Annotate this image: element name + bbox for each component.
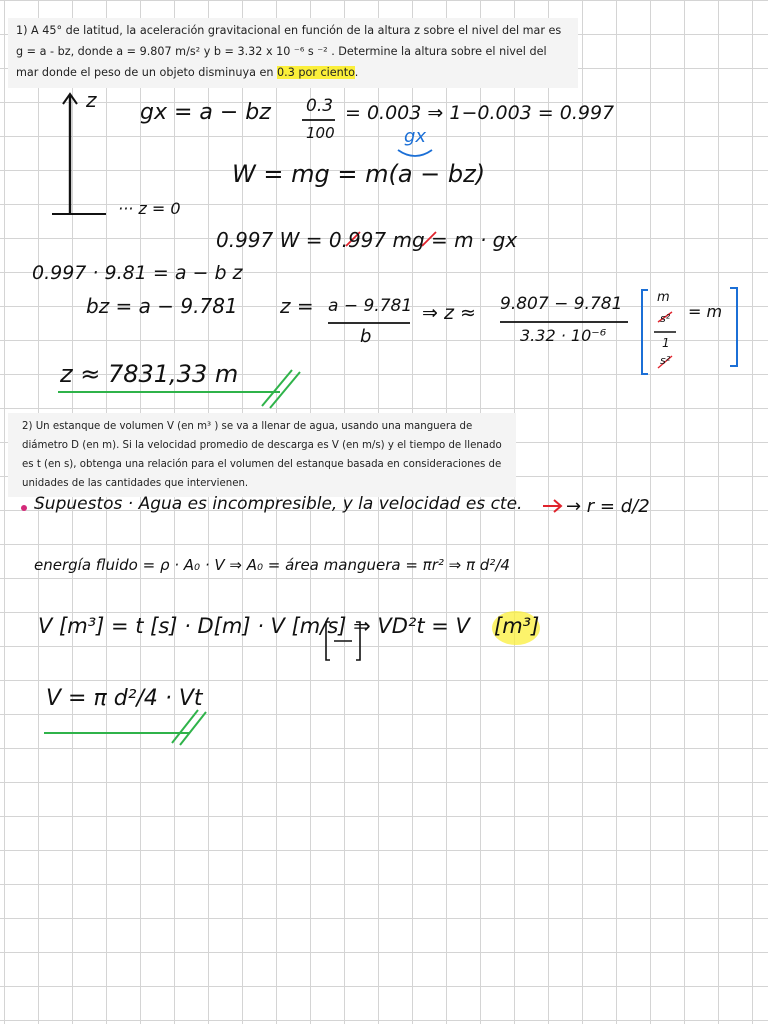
radius-note: → r = d/2 [566, 496, 650, 517]
problem-1-text: 1) A 45° de latitud, la aceleración gravitacional en función de la altura z sobre el nivel del mar es g = a - bz, donde a = 9.807 m/s² y b = 3.32 x 10 ⁻⁶ s ⁻² . Determine la altura sobre el nivel del mar donde el peso de un objeto disminuya en [16, 24, 562, 79]
units-one: 1 [662, 336, 670, 350]
units-mid: s² [660, 312, 671, 325]
problem-2-statement [8, 413, 516, 497]
problem-1-highlight: 0.3 por ciento [277, 66, 355, 79]
numeric-fraction-numerator: 9.807 − 9.781 [500, 294, 623, 314]
substitution-line: 0.997 · 9.81 = a − b z [32, 262, 243, 284]
units-result: = m [688, 302, 723, 321]
answer-1: z ≈ 7831,33 m [60, 360, 239, 388]
approx-symbol: ⇒ z ≈ [422, 302, 476, 324]
z-equals: z = [280, 294, 314, 318]
answer-2: V = π d²/4 · Vt [46, 686, 203, 711]
ratio-result: = 0.003 ⇒ 1−0.003 = 0.997 [345, 102, 615, 124]
ground-label: ··· z = 0 [118, 199, 181, 218]
bz-line: bz = a − 9.781 [86, 294, 238, 318]
ratio-denominator: 100 [306, 124, 335, 142]
problem-2-text: 2) Un estanque de volumen V (en m³ ) se va a llenar de agua, usando una manguera de diámetro D (en m). Si la velocidad promedio de descarga es V (en m/s) y el tiempo de llenado es t (en s), obtenga una relación para el volumen del estanque basada en consideraciones de unidades de las cantidades que intervienen. [22, 421, 502, 489]
units-highlight: [m³] [494, 614, 540, 638]
ratio-numerator: 0.3 [306, 96, 334, 116]
z-fraction-numerator: a − 9.781 [328, 296, 413, 316]
gx-note: gx [404, 126, 427, 147]
z-fraction-denominator: b [360, 326, 372, 347]
problem-1-end: . [354, 66, 359, 79]
units-bottom: s² [660, 354, 671, 367]
numeric-fraction-denominator: 3.32 · 10⁻⁶ [520, 326, 607, 345]
gx-equation: gx = a − bz [140, 100, 271, 125]
weight-equation: W = mg = m(a − bz) [232, 160, 486, 188]
units-top: m [657, 290, 670, 305]
units-line: V [m³] = t [s] · D[m] · V [m/s] ⇒ VD²t = V [38, 614, 470, 638]
reduced-weight-equation: 0.997 W = 0.997 mg = m · gx [216, 228, 518, 252]
energy-line: energía fluido = ρ · A₀ · V ⇒ A₀ = área manguera = πr² ⇒ π d²/4 [34, 556, 510, 574]
axis-label-z: z [86, 88, 97, 112]
assumptions: Supuestos · Agua es incompresible, y la velocidad es cte. [34, 494, 523, 514]
